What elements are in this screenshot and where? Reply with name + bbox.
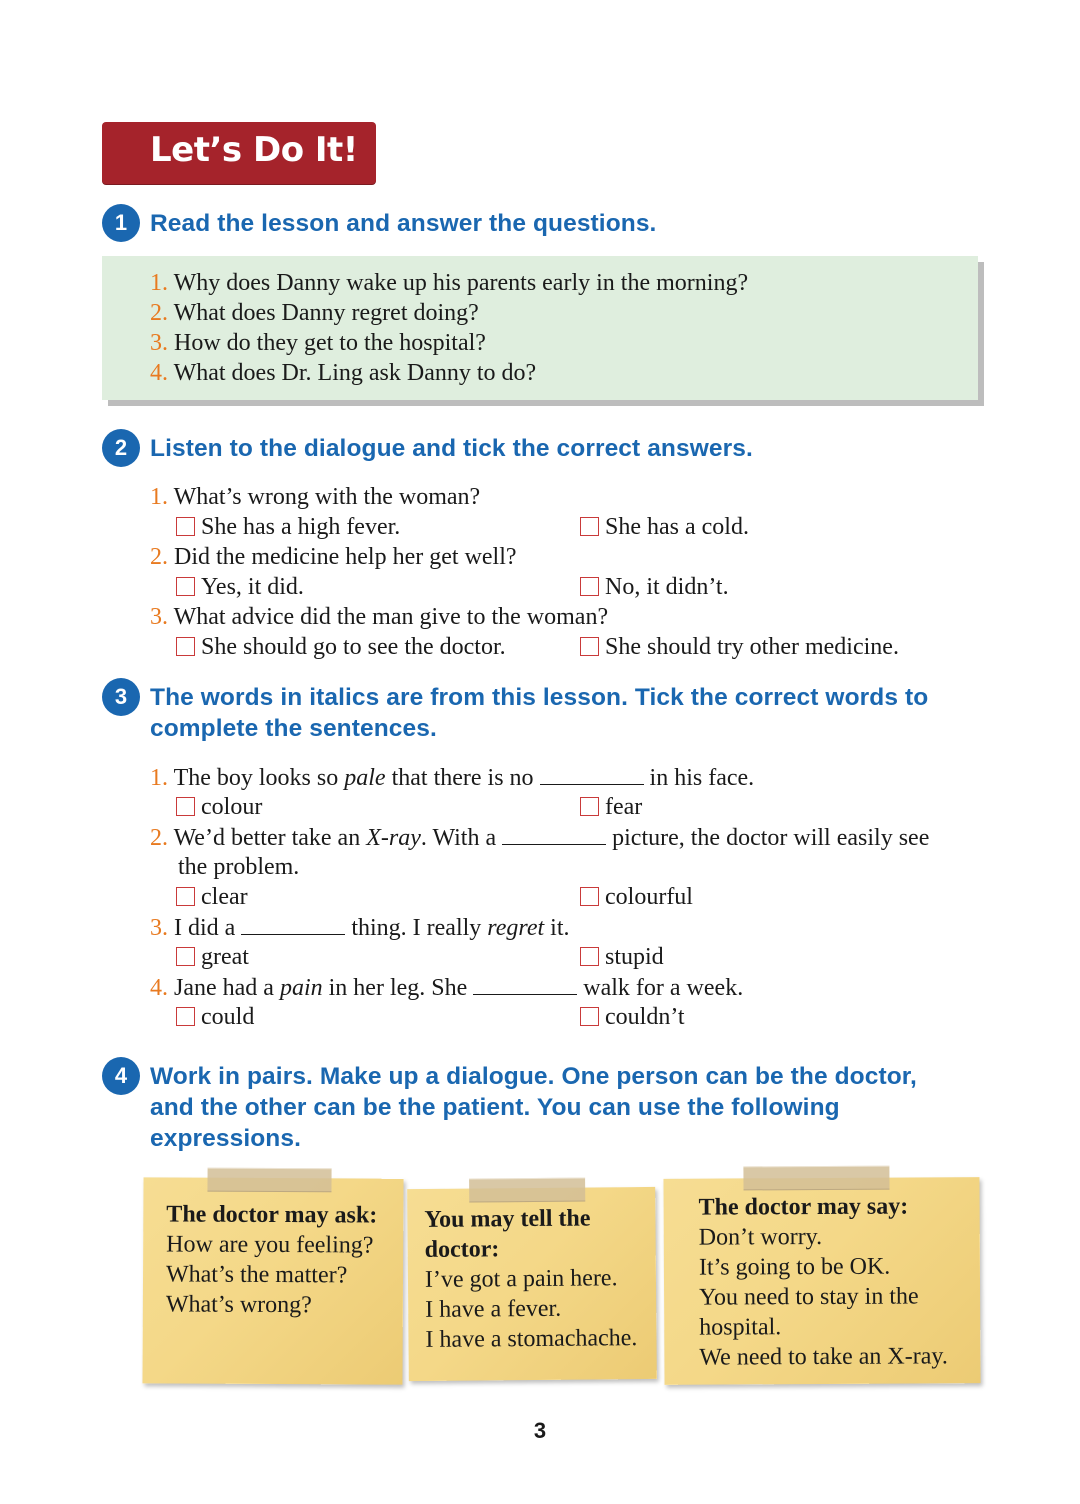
blank (540, 762, 644, 785)
note-line: You need to stay in the (699, 1283, 919, 1311)
note-line: Don’t worry. (698, 1223, 823, 1251)
list-item: 2. What does Danny regret doing? (150, 300, 479, 326)
option-a[interactable]: She has a high fever. (176, 512, 400, 542)
checkbox[interactable] (176, 517, 195, 536)
option-b[interactable]: She has a cold. (580, 512, 749, 542)
checkbox[interactable] (580, 887, 599, 906)
option-b[interactable]: fear (580, 792, 642, 822)
note-title: doctor: (424, 1236, 500, 1263)
section-1-heading (102, 208, 656, 242)
note-line: I have a stomachache. (425, 1325, 638, 1353)
note-line: It’s going to be OK. (698, 1253, 891, 1281)
sticky-note-doctor-say (663, 1177, 980, 1385)
lets-do-it-banner (102, 122, 376, 184)
checkbox[interactable] (176, 637, 195, 656)
note-title: The doctor may ask: (166, 1201, 378, 1229)
sentence: 2. We’d better take an X-ray. With a picture, the doctor will easily see (150, 822, 929, 853)
section-3-heading (102, 682, 928, 744)
note-line: I have a fever. (425, 1295, 562, 1323)
sentence-continued: the problem. (178, 854, 300, 880)
checkbox[interactable] (580, 637, 599, 656)
blank (241, 912, 345, 935)
blank (502, 822, 606, 845)
section-title: Work in pairs. Make up a dialogue. One person can be the doctor, and the other can be the patient. You can use the following expressions. (150, 1063, 917, 1152)
tape-decoration (743, 1166, 889, 1191)
checkbox[interactable] (580, 1007, 599, 1026)
list-item: 4. What does Dr. Ling ask Danny to do? (150, 360, 537, 386)
option-b[interactable]: She should try other medicine. (580, 632, 899, 662)
note-line: I’ve got a pain here. (424, 1265, 618, 1293)
option-a[interactable]: She should go to see the doctor. (176, 632, 506, 662)
note-line: What’s wrong? (165, 1291, 312, 1319)
list-item: 1. Why does Danny wake up his parents early in the morning? (150, 270, 749, 296)
checkbox[interactable] (580, 947, 599, 966)
checkbox[interactable] (580, 797, 599, 816)
option-a[interactable]: clear (176, 882, 248, 912)
option-b[interactable]: colourful (580, 882, 693, 912)
note-line: We need to take an X-ray. (699, 1343, 948, 1371)
section-4-heading (102, 1061, 917, 1154)
option-a[interactable]: great (176, 942, 249, 972)
option-a[interactable]: Yes, it did. (176, 572, 304, 602)
option-a[interactable]: colour (176, 792, 262, 822)
sticky-note-patient-tell (407, 1187, 657, 1381)
checkbox[interactable] (176, 577, 195, 596)
question: 2. Did the medicine help her get well? (150, 544, 517, 570)
note-title: The doctor may say: (698, 1193, 909, 1221)
checkbox[interactable] (176, 947, 195, 966)
checkbox[interactable] (176, 797, 195, 816)
option-b[interactable]: No, it didn’t. (580, 572, 729, 602)
section-title: Read the lesson and answer the questions. (150, 210, 657, 237)
checkbox[interactable] (580, 517, 599, 536)
page-number: 3 (533, 1418, 547, 1443)
section-number: 1 (102, 204, 140, 242)
checkbox[interactable] (176, 1007, 195, 1026)
checkbox[interactable] (176, 887, 195, 906)
questions-box (102, 256, 978, 400)
section-number: 3 (102, 678, 140, 716)
note-title: You may tell the (424, 1205, 591, 1233)
note-line: How are you feeling? (166, 1231, 374, 1259)
sticky-note-doctor-ask (142, 1177, 403, 1384)
tape-decoration (469, 1178, 585, 1203)
sentence: 3. I did a thing. I really regret it. (150, 912, 570, 943)
option-b[interactable]: stupid (580, 942, 664, 972)
option-b[interactable]: couldn’t (580, 1002, 685, 1032)
note-line: What’s the matter? (165, 1261, 348, 1289)
sentence: 1. The boy looks so pale that there is no in his face. (150, 762, 754, 793)
section-number: 4 (102, 1057, 140, 1095)
note-line: hospital. (699, 1314, 782, 1341)
section-title: The words in italics are from this lesson. Tick the correct words to complete the sentences. (150, 684, 929, 742)
tape-decoration (207, 1168, 331, 1193)
sentence: 4. Jane had a pain in her leg. She walk for a week. (150, 972, 743, 1003)
section-number: 2 (102, 429, 140, 467)
question: 3. What advice did the man give to the woman? (150, 604, 609, 630)
banner-title: Let’s Do It! (150, 130, 358, 170)
question: 1. What’s wrong with the woman? (150, 484, 481, 510)
section-title: Listen to the dialogue and tick the correct answers. (150, 435, 753, 462)
option-a[interactable]: could (176, 1002, 254, 1032)
list-item: 3. How do they get to the hospital? (150, 330, 486, 356)
section-2-heading (102, 433, 753, 467)
blank (473, 972, 577, 995)
checkbox[interactable] (580, 577, 599, 596)
